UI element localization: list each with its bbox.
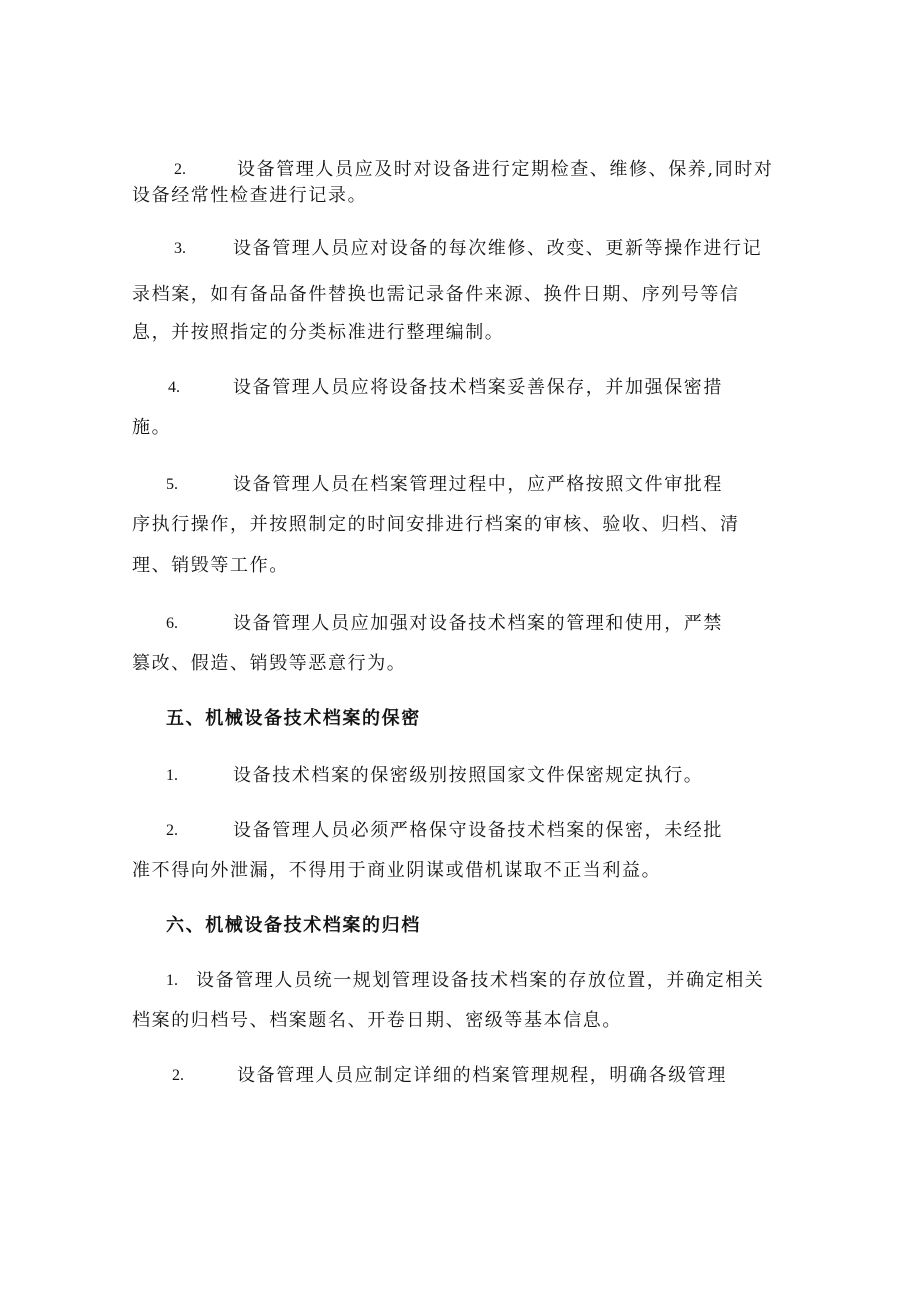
text-line: 序执行操作，并按照制定的时间安排进行档案的审核、验收、归档、清: [132, 514, 740, 535]
item-number: 2.: [166, 822, 178, 839]
item-number: 6.: [166, 615, 178, 632]
section-heading: 六、机械设备技术档案的归档: [166, 915, 421, 936]
text-line: 录档案，如有备品备件替换也需记录备件来源、换件日期、序列号等信: [132, 284, 740, 305]
text-line: 篡改、假造、销毁等恶意行为。: [132, 653, 407, 674]
item-number: 4.: [168, 379, 180, 396]
text-line: 施。: [132, 417, 172, 438]
text-line: 设备经常性检查进行记录。: [132, 185, 368, 206]
item-number: 2.: [174, 161, 186, 178]
item-number: 5.: [166, 476, 178, 493]
text-line: 准不得向外泄漏，不得用于商业阴谋或借机谋取不正当利益。: [132, 860, 662, 881]
text-line: 设备管理人员应加强对设备技术档案的管理和使用，严禁: [233, 613, 723, 634]
item-number: 3.: [174, 240, 186, 257]
text-line: 设备管理人员应制定详细的档案管理规程，明确各级管理: [237, 1065, 727, 1086]
section-heading: 五、机械设备技术档案的保密: [166, 708, 421, 729]
item-number: 2.: [172, 1067, 184, 1084]
text-line: 设备管理人员统一规划管理设备技术档案的存放位置，并确定相关: [196, 970, 765, 991]
text-line: 设备管理人员必须严格保守设备技术档案的保密，未经批: [233, 820, 723, 841]
item-number: 1.: [166, 767, 178, 784]
text-line: 设备技术档案的保密级别按照国家文件保密规定执行。: [233, 765, 704, 786]
text-line: 设备管理人员在档案管理过程中，应严格按照文件审批程: [233, 474, 723, 495]
text-line: 理、销毁等工作。: [132, 555, 289, 576]
text-line: 息，并按照指定的分类标准进行整理编制。: [132, 322, 505, 343]
text-line: 设备管理人员应对设备的每次维修、改变、更新等操作进行记: [233, 238, 763, 259]
text-line: 档案的归档号、档案题名、开卷日期、密级等基本信息。: [132, 1010, 622, 1031]
text-line: 设备管理人员应将设备技术档案妥善保存，并加强保密措: [233, 377, 723, 398]
text-line: 设备管理人员应及时对设备进行定期检查、维修、保养,同时对: [237, 159, 774, 180]
item-number: 1.: [166, 972, 178, 989]
